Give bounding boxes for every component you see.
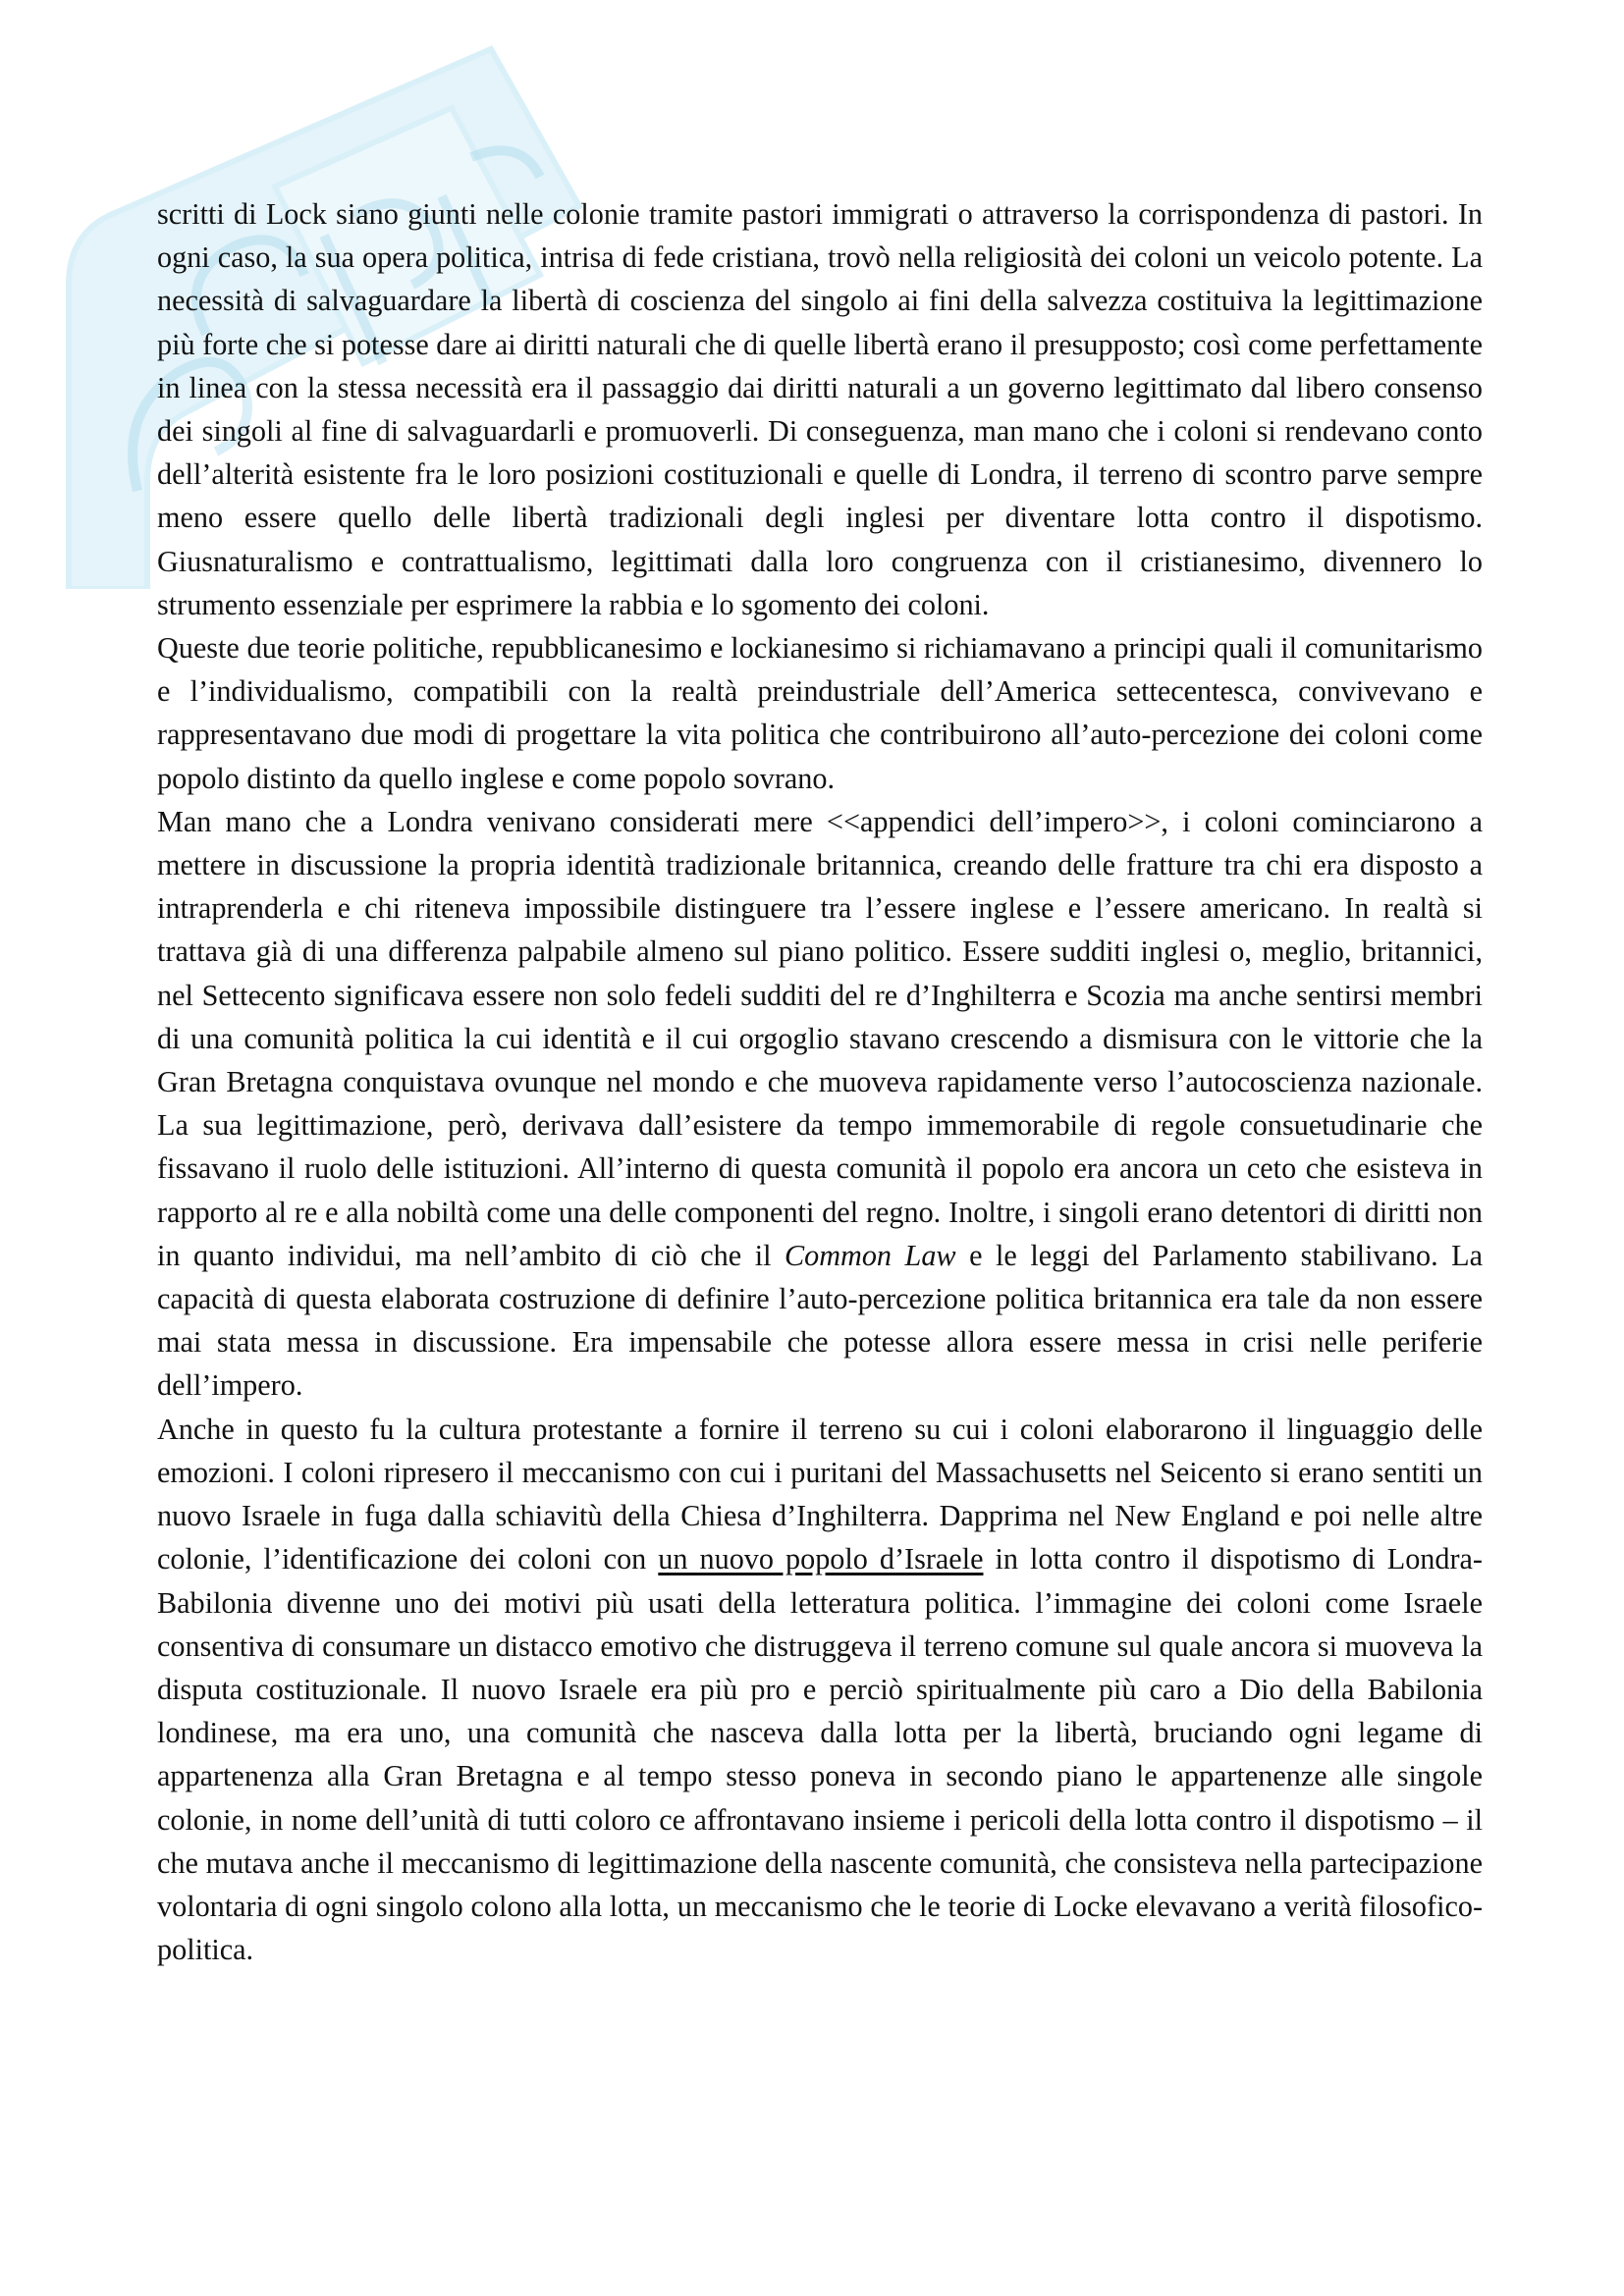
paragraph-3-text-a: Man mano che a Londra venivano considerati mere <<appendici dell’impero>>, i coloni cominciarono a mettere in discussione la propria identità tradizionale britannica, creando delle fratture tra chi era disposto a intraprenderla e chi riteneva impossibile distinguere tra l’essere inglese e l’essere americano. In realtà si trattava già di una differenza palpabile almeno sul piano politico. Essere sudditi inglesi o, meglio, britannici, nel Settecento significava essere non solo fedeli sudditi del re d’Inghilterra e Scozia ma anche sentirsi membri di una comunità politica la cui identità e il cui orgoglio stavano crescendo a dismisura con le vittorie che la Gran Bretagna conquistava ovunque nel mondo e che muoveva rapidamente verso l’autocoscienza nazionale. La sua legittimazione, però, derivava dall’esistere da tempo immemorabile di regole consuetudinarie che fissavano il ruolo delle istituzioni. All’interno di questa comunità il popolo era ancora un ceto che esisteva in rapporto al re e alla nobiltà come una delle componenti del regno. Inoltre, i singoli erano detentori di diritti non in quanto individui, ma nell’ambito di ciò che il [157,804,1483,1272]
paragraph-3 [157,800,1483,1408]
common-law-term: Common Law [785,1238,956,1272]
paragraph-4 [157,1408,1483,1972]
paragraph-3-text-b: e le leggi del Parlamento stabilivano. La capacità di questa elaborata costruzione di definire l’auto-percezione politica britannica era tale da non essere mai stata messa in discussione. Era impensabile che potesse allora essere messa in crisi nelle periferie dell’impero. [157,1238,1483,1403]
paragraph-2 [157,626,1483,800]
paragraph-4-text-a: Anche in questo fu la cultura protestante a fornire il terreno su cui i coloni elaborarono il linguaggio delle emozioni. I coloni ripresero il meccanismo con cui i puritani del Massachusetts nel Seicento si erano sentiti un nuovo Israele in fuga dalla schiavitù della Chiesa d’Inghilterra. Dapprima nel New England e poi nelle altre colonie, l’identificazione dei coloni con [157,1412,1483,1576]
paragraph-4-text-b: in lotta contro il dispotismo di Londra-Babilonia divenne uno dei motivi più usati della letteratura politica. l’immagine dei coloni come Israele consentiva di consumare un distacco emotivo che distruggeva il terreno comune sul quale ancora si muoveva la disputa costituzionale. Il nuovo Israele era più pro e perciò spiritualmente più caro a Dio della Babilonia londinese, ma era uno, una comunità che nasceva dalla lotta per la libertà, bruciando ogni legame di appartenenza alla Gran Bretagna e al tempo stesso poneva in secondo piano le appartenenze alle singole colonie, in nome dell’unità di tutti coloro ce affrontavano insieme i pericoli della lotta contro il dispotismo – il che mutava anche il meccanismo di legittimazione della nascente comunità, che consisteva nella partecipazione volontaria di ogni singolo colono alla lotta, un meccanismo che le teorie di Locke elevavano a verità filosofico-politica. [157,1542,1483,1967]
document-body [157,192,1483,1971]
paragraph-1-text: scritti di Lock siano giunti nelle colonie tramite pastori immigrati o attraverso la corrispondenza di pastori. In ogni caso, la sua opera politica, intrisa di fede cristiana, trovò nella religiosità dei coloni un veicolo potente. La necessità di salvaguardare la libertà di coscienza del singolo ai fini della salvezza costituiva la legittimazione più forte che si potesse dare ai diritti naturali che di quelle libertà erano il presupposto; così come perfettamente in linea con la stessa necessità era il passaggio dai diritti naturali a un governo legittimato dal libero consenso dei singoli al fine di salvaguardarli e promuoverli. Di conseguenza, man mano che i coloni si rendevano conto dell’alterità esistente fra le loro posizioni costituzionali e quelle di Londra, il terreno di scontro parve sempre meno essere quello delle libertà tradizionali degli inglesi per diventare lotta contro il dispotismo. Giusnaturalismo e contrattualismo, legittimati dalla loro congruenza con il cristianesimo, divennero lo strumento essenziale per esprimere la rabbia e lo sgomento dei coloni. [157,197,1483,621]
paragraph-2-text: Queste due teorie politiche, repubblicanesimo e lockianesimo si richiamavano a principi quali il comunitarismo e l’individualismo, compatibili con la realtà preindustriale dell’America settecentesca, convivevano e rappresentavano due modi di progettare la vita politica che contribuirono all’auto-percezione dei coloni come popolo distinto da quello inglese e come popolo sovrano. [157,631,1483,795]
underlined-phrase: un nuovo popolo d’Israele [658,1542,984,1576]
paragraph-1 [157,192,1483,626]
